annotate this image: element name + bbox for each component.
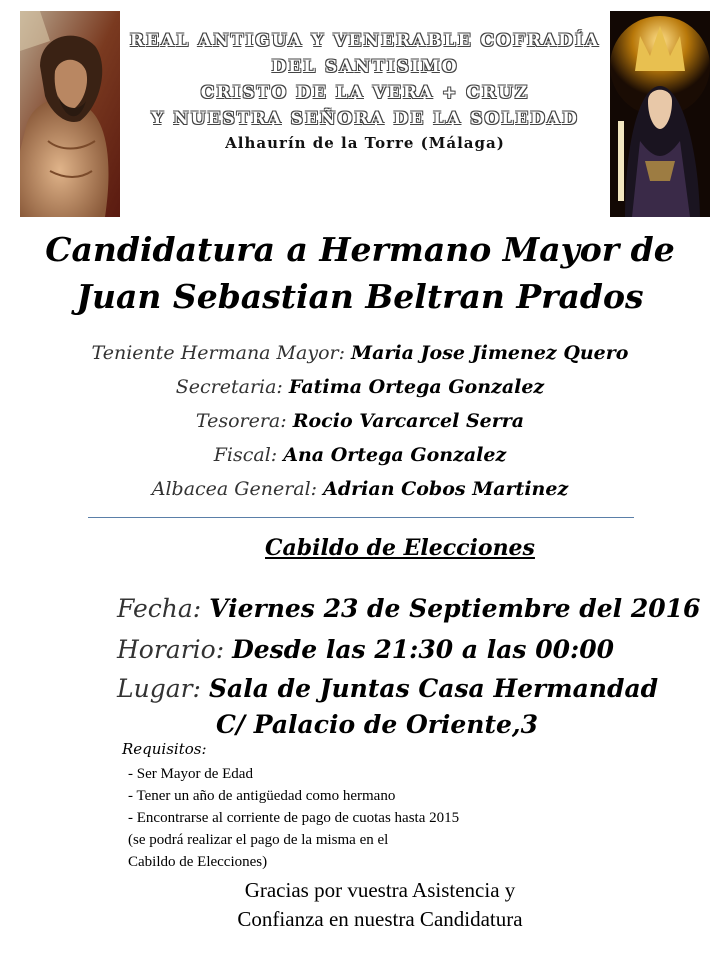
- time-row: [117, 633, 614, 667]
- brotherhood-header: [125, 28, 605, 154]
- role-row: [40, 404, 680, 438]
- header-line-2: DEL SANTISIMO: [271, 57, 459, 77]
- address: C/ Palacio de Oriente,3: [216, 710, 539, 739]
- requirement-item: - Tener un año de antigüedad como hermano: [128, 788, 396, 804]
- place-row: [117, 672, 658, 706]
- time-value: Desde las 21:30 a las 00:00: [232, 635, 615, 664]
- requirement-note: (se podrá realizar el pago de la misma en el: [128, 832, 389, 848]
- virgin-soledad-image: [610, 11, 710, 217]
- role-label: Secretaria:: [175, 376, 283, 398]
- candidacy-roles: [40, 336, 680, 506]
- role-name: Rocio Varcarcel Serra: [292, 410, 525, 432]
- header-line-1: REAL ANTIGUA Y VENERABLE COFRADÍA: [129, 31, 601, 51]
- candidacy-title: [0, 226, 720, 320]
- role-row: [40, 472, 680, 506]
- role-name: Adrian Cobos Martinez: [323, 478, 569, 500]
- date-row: [117, 592, 700, 626]
- header-location: Alhaurín de la Torre (Málaga): [225, 134, 505, 152]
- closing-line-1: Gracias por vuestra Asistencia y: [244, 878, 516, 902]
- cabildo-heading: Cabildo de Elecciones: [265, 535, 535, 561]
- header-line-3: CRISTO DE LA VERA + CRUZ: [200, 83, 530, 103]
- place-value: Sala de Juntas Casa Hermandad: [208, 674, 659, 703]
- role-label: Fiscal:: [213, 444, 278, 466]
- role-row: [40, 336, 680, 370]
- closing-line-2: Confianza en nuestra Candidatura: [237, 907, 523, 931]
- role-row: [40, 438, 680, 472]
- date-value: Viernes 23 de Septiembre del 2016: [209, 594, 701, 623]
- closing-message: [180, 876, 580, 934]
- role-label: Tesorera:: [195, 410, 287, 432]
- place-label: Lugar:: [117, 674, 201, 703]
- header-line-4: Y NUESTRA SEÑORA DE LA SOLEDAD: [151, 109, 579, 129]
- requirement-item: - Encontrarse al corriente de pago de cuotas hasta 2015: [128, 810, 460, 826]
- christ-crucified-image: [20, 11, 120, 217]
- requirement-item: - Ser Mayor de Edad: [128, 766, 253, 782]
- requirements-title: Requisitos:: [122, 740, 207, 758]
- title-line-2: Juan Sebastian Beltran Prados: [76, 277, 644, 316]
- role-name: Maria Jose Jimenez Quero: [351, 342, 629, 364]
- title-line-1: Candidatura a Hermano Mayor de: [45, 230, 675, 269]
- role-name: Fatima Ortega Gonzalez: [288, 376, 545, 398]
- time-label: Horario:: [117, 635, 225, 664]
- role-label: Teniente Hermana Mayor:: [91, 342, 345, 364]
- role-name: Ana Ortega Gonzalez: [283, 444, 507, 466]
- requirement-note: Cabildo de Elecciones): [128, 854, 268, 870]
- date-label: Fecha:: [117, 594, 202, 623]
- role-label: Albacea General:: [151, 478, 318, 500]
- requirements-list: [128, 763, 459, 873]
- divider: [88, 517, 634, 518]
- role-row: [40, 370, 680, 404]
